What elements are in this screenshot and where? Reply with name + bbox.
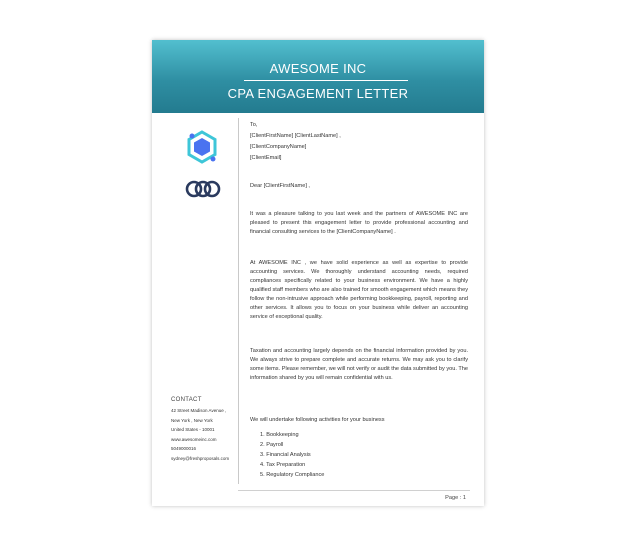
sidebar-divider <box>238 118 239 484</box>
list-item: 3. Financial Analysis <box>260 452 311 458</box>
list-item: 1. Bookkeeping <box>260 432 299 438</box>
footer-divider <box>238 490 470 491</box>
contact-block <box>171 397 229 465</box>
contact-street: 42 Street Madison Avenue , <box>171 408 227 413</box>
contact-country: United States - 10001 <box>171 427 215 432</box>
hexagon-logo-icon <box>185 130 219 164</box>
contact-website: www.awesomeinc.com <box>171 436 217 442</box>
contact-email: sydney@freshproposals.com <box>171 455 230 461</box>
document-title: CPA ENGAGEMENT LETTER <box>227 86 409 101</box>
contact-title: CONTACT <box>171 397 202 403</box>
contact-city: New York , New York <box>171 417 213 423</box>
header-banner <box>152 40 484 113</box>
paragraph-experience: At AWESOME INC , we have solid experience as well as expertise to provide accounting services. We thoroughly understand accounting needs, required compliances specifically related to your business environment. We have a highly qualified staff members who are also trained for smooth engagement which means they follow the non-intrusive approach while performing bookkeeping, payroll, reporting and other services. It allows you to focus on your business while deliver an accounting service of exceptional quality. <box>250 260 468 320</box>
activities-intro: We will undertake following activities for your business <box>250 417 385 423</box>
address-block <box>250 120 468 164</box>
company-name: AWESOME INC <box>269 61 367 76</box>
interlocking-rings-logo-icon <box>185 178 221 200</box>
list-item: 2. Payroll <box>260 442 284 448</box>
paragraph-taxation: Taxation and accounting largely depends on the financial information provided by you. We always strive to prepare complete and accurate returns. We may ask you to clarify some items. Please remember, we will not verify or audit the data submitted by you. The information shared by you will remain confidential with us. <box>250 348 468 381</box>
list-item: 4. Tax Preparation <box>260 462 306 468</box>
document-page <box>152 40 484 506</box>
header-divider <box>244 80 408 81</box>
address-to: To, <box>250 122 258 128</box>
list-item: 5. Regulatory Compliance <box>260 472 325 478</box>
paragraph-intro: It was a pleasure talking to you last week and the partners of AWESOME INC are pleased to present this engagement letter to provide professional accounting and financial consulting services to the [ClientCompanyName] . <box>250 211 468 235</box>
address-client-name: [ClientFirstName] [ClientLastName] , <box>250 133 341 139</box>
address-company: [ClientCompanyName] <box>250 144 307 150</box>
address-email: [ClientEmail] <box>250 155 282 161</box>
activities-list <box>260 430 324 480</box>
greeting: Dear [ClientFirstName] , <box>250 183 310 189</box>
page-number: Page : 1 <box>445 495 466 501</box>
contact-phone: 5049000016 <box>171 446 197 451</box>
